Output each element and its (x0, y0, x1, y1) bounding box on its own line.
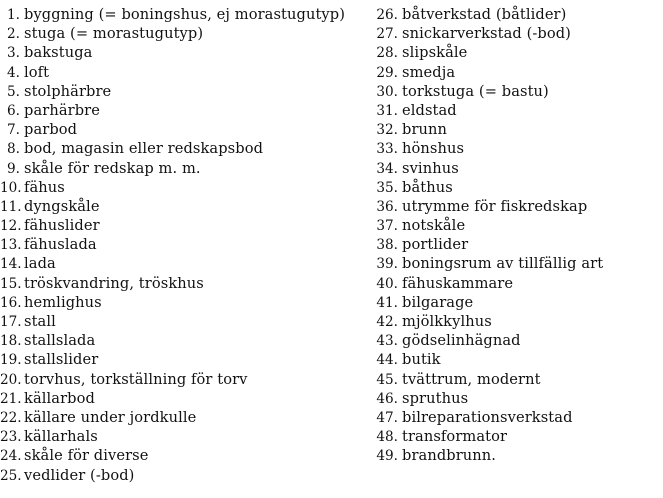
legend-item (0, 197, 380, 216)
legend-item-term: stallslada (24, 332, 96, 350)
legend-item-number: 4. (7, 64, 20, 81)
legend-item (370, 331, 663, 350)
legend-item-term: torkstuga (= bastu) (402, 82, 549, 100)
legend-item (0, 82, 380, 101)
legend-item-term: bod, magasin eller redskapsbod (24, 140, 264, 158)
legend-item-term: boningsrum av tillfällig art (402, 255, 604, 273)
legend-item-number: 32. (376, 122, 398, 139)
legend-item-term: fähuslider (24, 217, 100, 235)
legend-item (370, 312, 663, 331)
legend-item-number: 34. (376, 160, 398, 177)
legend-column-right (370, 5, 663, 466)
legend-item-number: 12. (0, 218, 22, 235)
legend-item-number: 14. (0, 256, 22, 273)
legend-item (0, 389, 380, 408)
legend-item-number: 27. (376, 26, 398, 43)
legend-item-term: utrymme för fiskredskap (402, 197, 588, 215)
legend-item-term: butik (402, 351, 441, 369)
legend-item (0, 63, 380, 82)
legend-item-number: 22. (0, 409, 22, 426)
legend-item (0, 178, 380, 197)
legend-item-number: 10. (0, 179, 22, 196)
legend-item (370, 370, 663, 389)
legend-item-number: 38. (376, 237, 398, 254)
legend-item-number: 19. (0, 352, 22, 369)
legend-item (0, 312, 380, 331)
legend-item-number: 9. (7, 160, 20, 177)
legend-item (370, 274, 663, 293)
legend-item (370, 389, 663, 408)
legend-item-number: 47. (376, 409, 398, 426)
legend-item-number: 40. (376, 275, 398, 292)
legend-item (370, 24, 663, 43)
legend-item-number: 30. (376, 83, 398, 100)
legend-item-term: källare under jordkulle (24, 408, 197, 426)
legend-item-term: tvättrum, modernt (402, 370, 541, 388)
legend-item-term: notskåle (402, 217, 466, 235)
legend-item (0, 216, 380, 235)
legend-item-term: lada (24, 255, 56, 273)
legend-item-number: 25. (0, 467, 22, 484)
legend-item-term: parbod (24, 121, 78, 139)
legend-item-number: 28. (376, 45, 398, 62)
legend-item-number: 37. (376, 218, 398, 235)
legend-item (0, 5, 380, 24)
legend-item-term: stallslider (24, 351, 99, 369)
legend-item-number: 44. (376, 352, 398, 369)
legend-item-term: tröskvandring, tröskhus (24, 274, 204, 292)
legend-item (370, 350, 663, 369)
legend-item-term: portlider (402, 236, 469, 254)
legend-item (0, 235, 380, 254)
legend-item (370, 120, 663, 139)
legend-item-term: parhärbre (24, 101, 100, 119)
legend-item-term: gödselinhägnad (402, 332, 521, 350)
legend-item-number: 7. (7, 122, 20, 139)
legend-item-term: hemlighus (24, 293, 102, 311)
legend-item-term: mjölkkylhus (402, 313, 492, 330)
legend-item-term: byggning (= boningshus, ej morastugutyp) (24, 6, 346, 23)
legend-item-number: 13. (0, 237, 22, 254)
legend-item-term: skåle för diverse (24, 447, 149, 465)
legend-item (0, 24, 380, 43)
legend-column-left (0, 5, 380, 485)
legend-item-number: 17. (0, 314, 22, 330)
legend-item-term: stolphärbre (24, 82, 112, 100)
legend-item-number: 45. (376, 371, 398, 388)
legend-item (0, 408, 380, 427)
legend-item-number: 39. (376, 256, 398, 273)
legend-item-number: 31. (376, 102, 398, 119)
legend-item (0, 427, 380, 446)
legend-item-number: 1. (7, 7, 20, 23)
legend-item-term: transformator (402, 428, 508, 446)
legend-item-number: 21. (0, 390, 22, 407)
legend-item (370, 197, 663, 216)
legend-item-number: 29. (376, 64, 398, 81)
legend-item-number: 35. (376, 179, 398, 196)
legend-item-number: 43. (376, 333, 398, 350)
legend-item (0, 274, 380, 293)
legend-item-term: skåle för redskap m. m. (24, 159, 201, 177)
legend-item-term: hönshus (402, 140, 465, 158)
legend-item-number: 2. (7, 26, 20, 43)
legend-item-number: 11. (0, 198, 22, 215)
legend-item (370, 293, 663, 312)
legend-item-term: loft (24, 63, 50, 81)
legend-item-term: fähus (24, 178, 65, 196)
legend-item-term: eldstad (402, 101, 457, 119)
legend-item-number: 16. (0, 294, 22, 311)
legend-item (370, 63, 663, 82)
legend-item-number: 41. (376, 294, 398, 311)
legend-item-term: bilreparationsverkstad (402, 408, 573, 426)
legend-item (370, 446, 663, 465)
legend-item-number: 6. (7, 102, 20, 119)
legend-item-term: slipskåle (402, 44, 468, 62)
legend-item-number: 5. (7, 83, 20, 100)
legend-item-number: 49. (376, 448, 398, 465)
legend-item-term: brunn (402, 121, 448, 139)
legend-item (370, 408, 663, 427)
legend-item-term: båtverkstad (båtlider) (402, 6, 567, 23)
legend-item-term: båthus (402, 178, 453, 196)
legend-item-term: källarhals (24, 428, 98, 446)
legend-item (370, 235, 663, 254)
legend-item-term: fähuskammare (402, 274, 514, 292)
legend-item-number: 46. (376, 390, 398, 407)
legend-item-term: stall (24, 313, 56, 330)
legend-item (0, 120, 380, 139)
legend-item-term: torvhus, torkställning för torv (24, 370, 248, 388)
legend-item-term: fähuslada (24, 236, 97, 254)
legend-item (0, 139, 380, 158)
legend-item (0, 293, 380, 312)
legend-item-term: bilgarage (402, 293, 474, 311)
legend-item (370, 139, 663, 158)
legend-item (0, 43, 380, 62)
legend-item (370, 178, 663, 197)
legend-item-number: 36. (376, 198, 398, 215)
legend-item-number: 18. (0, 333, 22, 350)
legend-item-term: snickarverkstad (-bod) (402, 25, 571, 43)
legend-item-term: stuga (= morastugutyp) (24, 25, 204, 43)
legend-item (0, 159, 380, 178)
legend-item (370, 43, 663, 62)
legend-item (370, 101, 663, 120)
legend-item (370, 254, 663, 273)
legend-item-number: 24. (0, 448, 22, 465)
legend-item-number: 20. (0, 371, 22, 388)
legend-item (370, 427, 663, 446)
legend-item-term: källarbod (24, 389, 95, 407)
legend-item-term: spruthus (402, 389, 469, 407)
legend-item (0, 370, 380, 389)
legend-item-number: 8. (7, 141, 20, 158)
legend-item-number: 48. (376, 429, 398, 446)
legend-item-term: brandbrunn. (402, 447, 497, 465)
legend-item (0, 350, 380, 369)
legend-item (370, 82, 663, 101)
legend-item-term: vedlider (-bod) (24, 466, 135, 484)
legend-item-number: 15. (0, 275, 22, 292)
legend-item-term: svinhus (402, 159, 459, 177)
legend-item (370, 5, 663, 24)
legend-item (0, 466, 380, 485)
legend-item-term: smedja (402, 63, 456, 81)
legend-item-number: 42. (376, 314, 398, 330)
legend-item (0, 101, 380, 120)
legend-item (370, 159, 663, 178)
legend-item (0, 331, 380, 350)
legend-item-term: dyngskåle (24, 197, 100, 215)
legend-item-number: 23. (0, 429, 22, 446)
legend-item-number: 26. (376, 7, 398, 23)
legend-item-number: 3. (7, 45, 20, 62)
legend-item (0, 254, 380, 273)
legend-item-number: 33. (376, 141, 398, 158)
legend-item-term: bakstuga (24, 44, 93, 62)
legend-item (370, 216, 663, 235)
legend-item (0, 446, 380, 465)
